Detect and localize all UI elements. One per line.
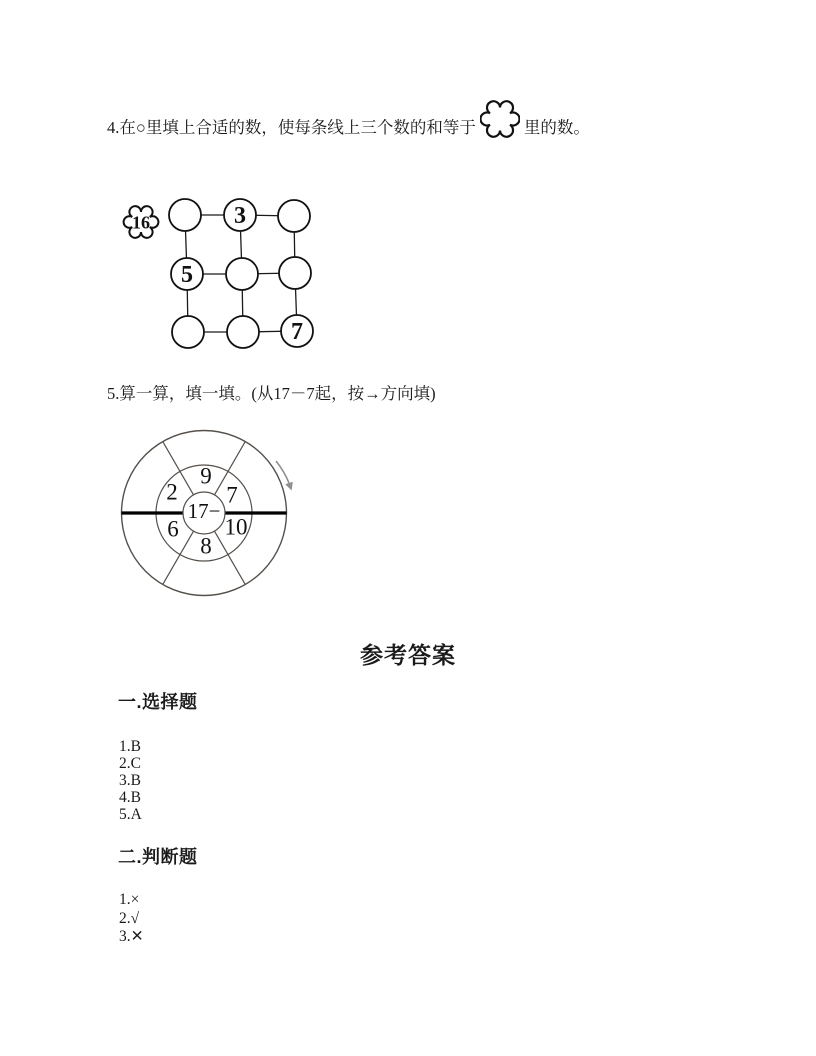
answers-section-judge-list	[119, 891, 144, 947]
wheel-value-upper-left: 2	[166, 479, 178, 505]
answer-item: 1.×	[119, 891, 140, 908]
answer-item: 5.A	[119, 806, 142, 823]
question4-grid-figure	[115, 195, 325, 353]
grid-value: 7	[291, 319, 303, 345]
answer-item: 3.✕	[119, 928, 144, 945]
wheel-value-bottom: 8	[200, 533, 212, 559]
flower-sum-value: 16	[132, 212, 150, 233]
answer-item: 3.B	[119, 772, 141, 789]
wheel-value-upper-right: 7	[226, 482, 238, 508]
wheel-value-top: 9	[200, 463, 212, 489]
grid-circle	[226, 258, 258, 290]
grid-circle	[278, 200, 310, 232]
wheel-value-lower-left: 6	[167, 516, 179, 542]
question4-text-line	[107, 99, 590, 139]
wheel-value-lower-right: 10	[224, 514, 248, 540]
question5-text: 5.算一算，填一填。(从17－7起，按→方向填)	[107, 384, 436, 403]
answer-item: 2.C	[119, 755, 141, 772]
clockwise-arrow-head	[285, 482, 293, 491]
question5-wheel-figure	[115, 425, 315, 603]
grid-value: 3	[234, 203, 246, 229]
answers-section-choice-heading: 一.选择题	[118, 692, 198, 712]
grid-value: 5	[181, 262, 193, 288]
wheel-center-label: 17−	[187, 499, 221, 523]
answer-item: 4.B	[119, 789, 141, 806]
clockwise-arrow-icon	[276, 461, 293, 491]
question4-text-before: 4.在○里填上合适的数，使每条线上三个数的和等于	[107, 118, 476, 137]
question4-text-after: 里的数。	[523, 118, 590, 137]
answers-section-judge-heading: 二.判断题	[118, 847, 198, 867]
flower-blank-outline	[480, 101, 519, 136]
answers-title: 参考答案	[360, 643, 456, 668]
clockwise-arrow-arc	[276, 461, 289, 483]
flower-blank-icon	[480, 99, 520, 139]
grid-circle	[172, 316, 204, 348]
grid-circle	[279, 257, 311, 289]
answers-section-choice-list	[119, 738, 142, 823]
answer-item: 1.B	[119, 738, 141, 755]
grid-circle	[169, 199, 201, 231]
grid-circle	[227, 316, 259, 348]
answer-item: 2.√	[119, 909, 140, 927]
